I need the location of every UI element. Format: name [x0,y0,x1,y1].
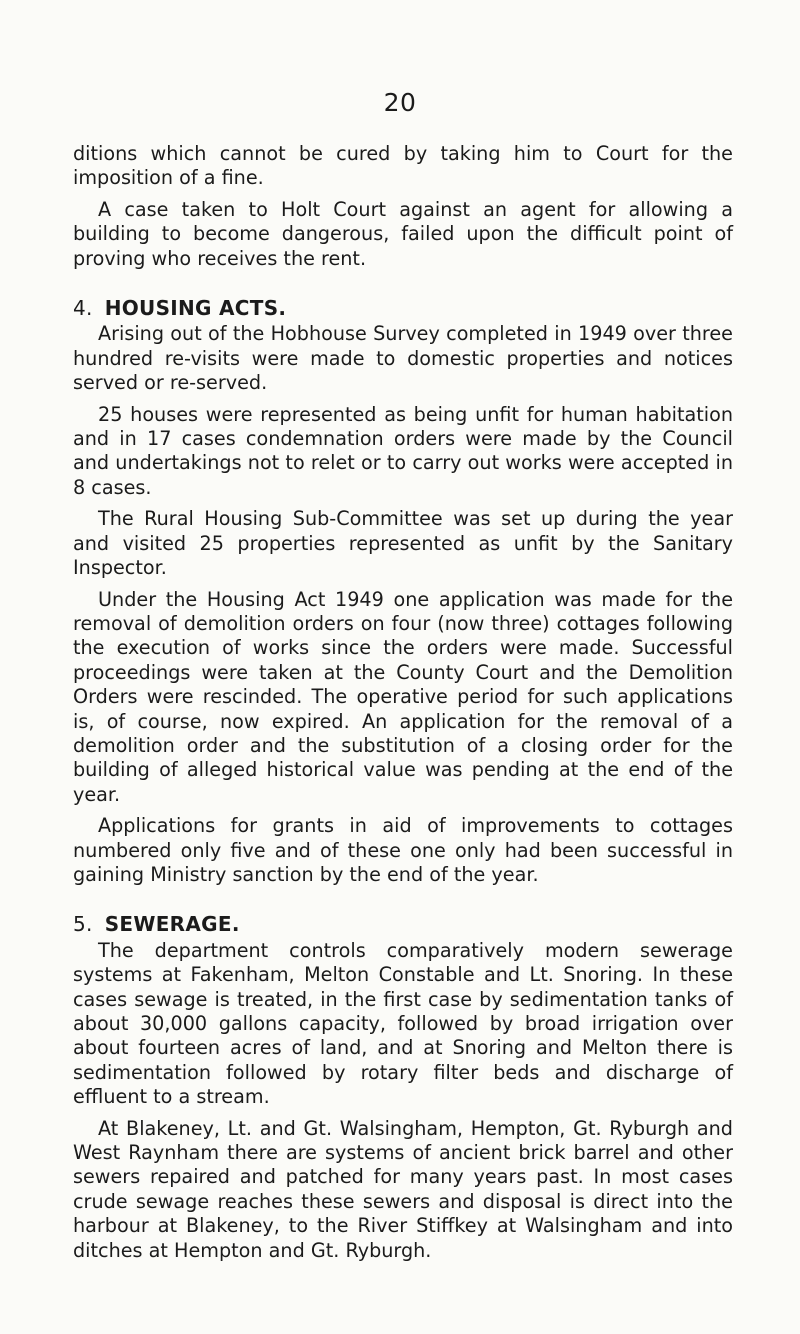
intro-paragraph-2: A case taken to Holt Court against an agent for allowing a building to become dangerous, failed upon the difficult point of proving who receives the rent. [73,197,733,270]
sewerage-paragraph-2: At Blakeney, Lt. and Gt. Walsingham, Hempton, Gt. Ryburgh and West Raynham there are systems of ancient brick barrel and other sewers repaired and patched for many years past. In most cases crude sewage reaches these sewers and disposal is direct into the harbour at Blakeney, to the River Stiffkey at Walsingham and into ditches at Hempton and Gt. Ryburgh. [73,1116,733,1262]
document-body [73,142,733,1270]
housing-paragraph-5: Applications for grants in aid of improvements to cottages numbered only five and of these one only had been successful in gaining Ministry sanction by the end of the year. [73,814,733,886]
sewerage-paragraph-1: The department controls comparatively modern sewerage systems at Fakenham, Melton Constable and Lt. Snoring. In these cases sewage is treated, in the first case by sedimentation tanks of about 30,000 gallons capacity, followed by broad irrigation over about fourteen acres of land, and at Snoring and Melton there is sedimentation followed by rotary filter beds and discharge of effluent to a stream. [73,938,733,1109]
intro-paragraph-1: ditions which cannot be cured by taking him to Court for the imposition of a fine. [73,142,733,190]
housing-paragraph-4: Under the Housing Act 1949 one application was made for the removal of demolition orders on four (now three) cottages following the execution of works since the orders were made. Successful proceedings were taken at the County Court and the Demolition Orders were rescinded. The operative period for such applications is, of course, now expired. An application for the removal of a demolition order and the substitution of a closing order for the building of alleged historical value was pending at the end of the year. [73,587,733,806]
section-number-housing: 4. [73,296,93,321]
section-title-housing: HOUSING ACTS. [104,296,287,321]
section-heading-sewerage [73,912,733,936]
housing-paragraph-3: The Rural Housing Sub-Committee was set up during the year and visited 25 properties represented as unfit by the Sanitary Inspector. [73,507,733,580]
housing-paragraph-2: 25 houses were represented as being unfit for human habitation and in 17 cases condemnation orders were made by the Council and undertakings not to relet or to carry out works were accepted in 8 cases. [73,402,733,499]
section-heading-housing [73,296,733,320]
section-number-sewerage: 5. [73,912,93,937]
page-number: 20 [383,88,417,117]
housing-paragraph-1: Arising out of the Hobhouse Survey completed in 1949 over three hundred re-visits were made to domestic properties and notices served or re-served. [73,322,733,395]
section-title-sewerage: SEWERAGE. [104,912,240,937]
